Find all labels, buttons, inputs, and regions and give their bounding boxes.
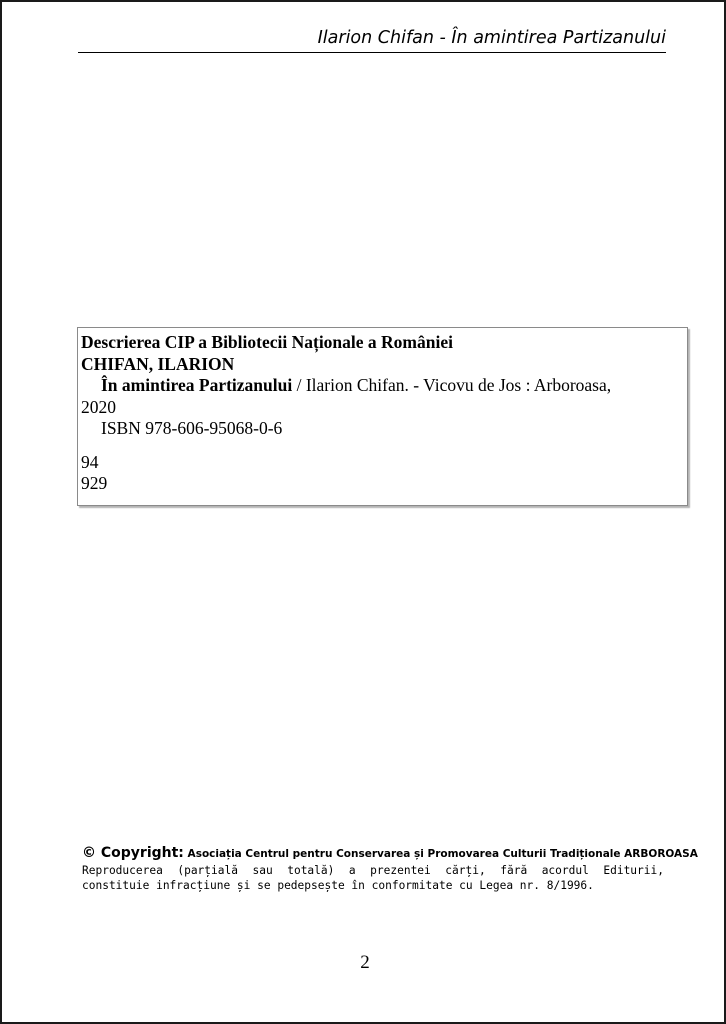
cip-author: CHIFAN, ILARION bbox=[81, 353, 235, 374]
cip-description-box bbox=[77, 327, 688, 506]
cip-spacer bbox=[81, 440, 684, 452]
copyright-holder: Asociația Centrul pentru Conservarea și Promovarea Culturii Tradiționale ARBOROASA bbox=[183, 848, 698, 860]
cip-classification-1: 94 bbox=[81, 451, 99, 472]
cip-title-line bbox=[81, 375, 684, 397]
page-number: 2 bbox=[360, 952, 370, 973]
copyright-block bbox=[82, 845, 698, 893]
cip-heading: Descrierea CIP a Bibliotecii Naționale a României bbox=[81, 332, 453, 352]
copyright-notice: Reproducerea (parțială sau totală) a prezentei cărți, fără acordul Editurii, constituie infracțiune și se pedepsește în conformitate cu Legea nr. 8/1996. bbox=[82, 864, 664, 892]
cip-isbn: ISBN 978-606-95068-0-6 bbox=[101, 418, 283, 438]
running-header: Ilarion Chifan - În amintirea Partizanului bbox=[78, 26, 666, 53]
cip-year: 2020 bbox=[81, 396, 116, 417]
copyright-line bbox=[82, 845, 698, 863]
cip-book-title: În amintirea Partizanului bbox=[101, 375, 293, 395]
cip-publication-info: / Ilarion Chifan. - Vicovu de Jos : Arboroasa, bbox=[292, 375, 612, 395]
copyright-label: © Copyright: bbox=[82, 845, 184, 861]
cip-classification-2: 929 bbox=[81, 473, 108, 493]
